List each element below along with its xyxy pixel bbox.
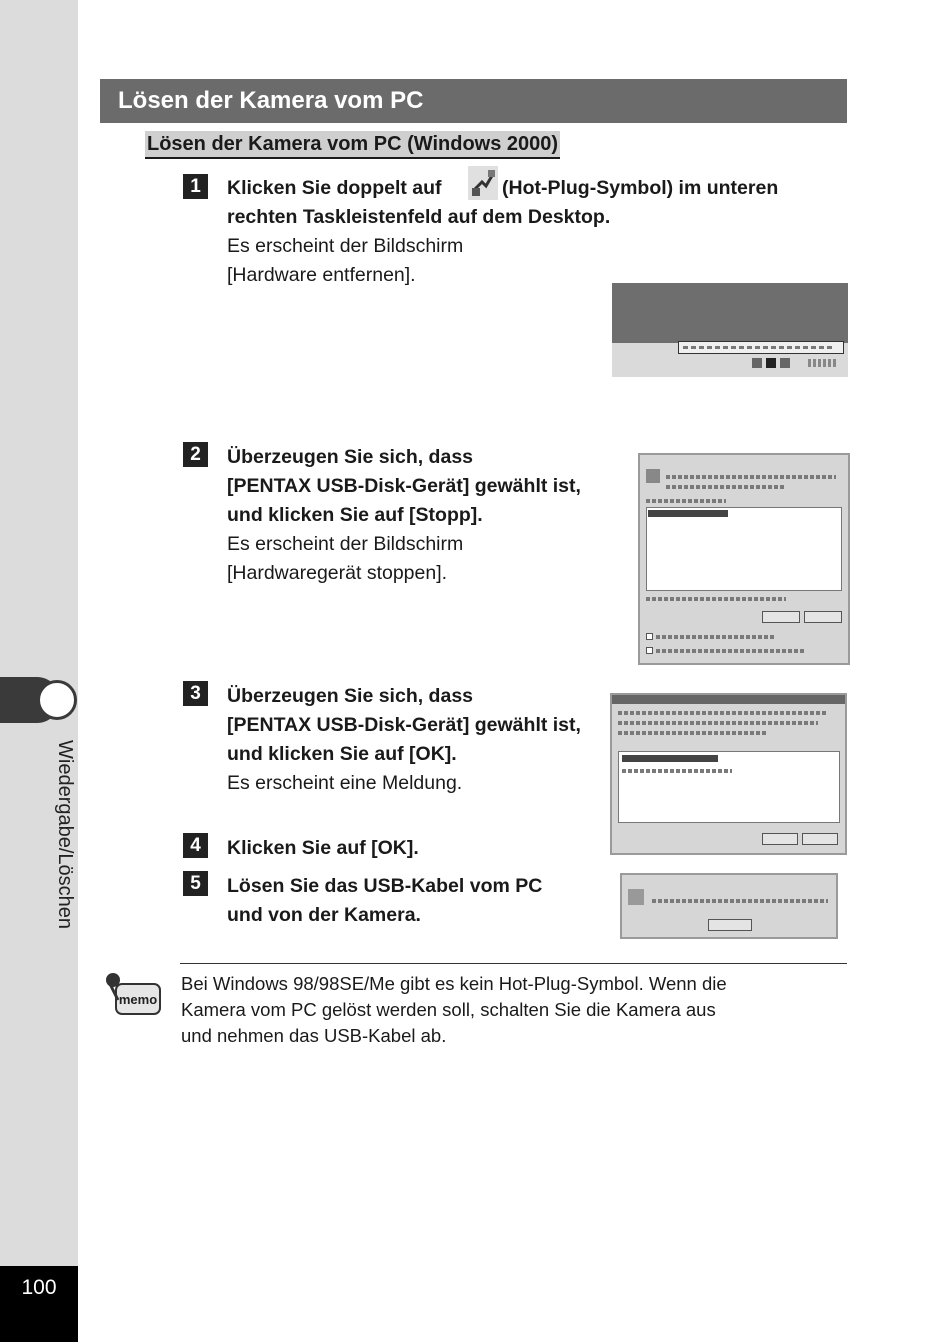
desktop-area xyxy=(612,283,848,343)
step-number-3: 3 xyxy=(183,681,208,706)
dialog-text xyxy=(618,731,768,735)
step-number-2: 2 xyxy=(183,442,208,467)
ok-button xyxy=(708,919,752,931)
step-2-line-2: [PENTAX USB-Disk-Gerät] gewählt ist, xyxy=(227,475,581,497)
memo-divider xyxy=(180,963,847,964)
step-3-line-2: [PENTAX USB-Disk-Gerät] gewählt ist, xyxy=(227,714,581,736)
step-number-5: 5 xyxy=(183,871,208,896)
step-5-line-1: Lösen Sie das USB-Kabel vom PC xyxy=(227,875,543,897)
step-number-1: 1 xyxy=(183,174,208,199)
step-1-line-2: (Hot-Plug-Symbol) im unteren xyxy=(502,177,779,199)
dialog-text xyxy=(656,649,806,653)
tray-icon xyxy=(752,358,762,368)
device-list xyxy=(646,507,842,591)
memo-line-2: Kamera vom PC gelöst werden soll, schalten Sie die Kamera aus xyxy=(181,999,716,1020)
step-3-line-1: Überzeugen Sie sich, dass xyxy=(227,685,474,707)
step-1-line-3: rechten Taskleistenfeld auf dem Desktop. xyxy=(227,206,611,228)
checkbox xyxy=(646,633,653,640)
dialog-title-bar xyxy=(612,695,845,704)
hot-plug-icon xyxy=(468,166,498,200)
tray-icon xyxy=(780,358,790,368)
step-2-desc-2: [Hardwaregerät stoppen]. xyxy=(227,562,448,584)
dialog-text xyxy=(622,769,732,773)
tooltip xyxy=(678,341,844,354)
taskbar-screenshot xyxy=(612,283,848,377)
info-icon xyxy=(628,889,644,905)
step-1-desc-2: [Hardware entfernen]. xyxy=(227,264,416,286)
svg-text:memo: memo xyxy=(118,992,158,1007)
dialog-text xyxy=(666,485,786,489)
step-4-line-1: Klicken Sie auf [OK]. xyxy=(227,837,419,859)
selected-device xyxy=(622,755,718,762)
selected-device xyxy=(648,510,728,517)
dialog-text xyxy=(666,475,836,479)
section-subtitle: Lösen der Kamera vom PC (Windows 2000) xyxy=(145,131,560,159)
step-number-4: 4 xyxy=(183,833,208,858)
stop-button xyxy=(804,611,842,623)
dialog-text xyxy=(618,721,818,725)
dialog-text xyxy=(646,597,786,601)
cancel-button xyxy=(802,833,838,845)
memo-line-3: und nehmen das USB-Kabel ab. xyxy=(181,1025,447,1046)
dialog-text xyxy=(652,899,828,903)
properties-button xyxy=(762,611,800,623)
step-2-line-3: und klicken Sie auf [Stopp]. xyxy=(227,504,483,526)
section-label: Wiedergabe/Löschen xyxy=(54,740,76,930)
dialog-text xyxy=(656,635,776,639)
clock xyxy=(808,359,836,367)
memo-icon xyxy=(104,970,162,1022)
step-2-line-1: Überzeugen Sie sich, dass xyxy=(227,446,474,468)
page-number: 100 xyxy=(21,1276,57,1299)
step-3-line-3: und klicken Sie auf [OK]. xyxy=(227,743,457,765)
sidebar-strip xyxy=(0,0,78,1342)
checkbox xyxy=(646,647,653,654)
remove-hardware-dialog-screenshot xyxy=(638,453,850,665)
dialog-text xyxy=(646,499,726,503)
stop-hardware-dialog-screenshot xyxy=(610,693,847,855)
section-marker-icon xyxy=(37,680,77,720)
step-5-line-2: und von der Kamera. xyxy=(227,904,421,926)
step-2-desc-1: Es erscheint der Bildschirm xyxy=(227,533,464,555)
safe-removal-message-screenshot xyxy=(620,873,838,939)
step-1-desc-1: Es erscheint der Bildschirm xyxy=(227,235,464,257)
page-title: Lösen der Kamera vom PC xyxy=(118,87,424,114)
ok-button xyxy=(762,833,798,845)
memo-line-1: Bei Windows 98/98SE/Me gibt es kein Hot-Plug-Symbol. Wenn die xyxy=(181,973,727,994)
hardware-icon xyxy=(646,469,660,483)
step-1-line-1: Klicken Sie doppelt auf xyxy=(227,177,442,199)
hot-plug-tray-icon xyxy=(766,358,776,368)
step-3-desc-1: Es erscheint eine Meldung. xyxy=(227,772,463,794)
dialog-text xyxy=(618,711,828,715)
